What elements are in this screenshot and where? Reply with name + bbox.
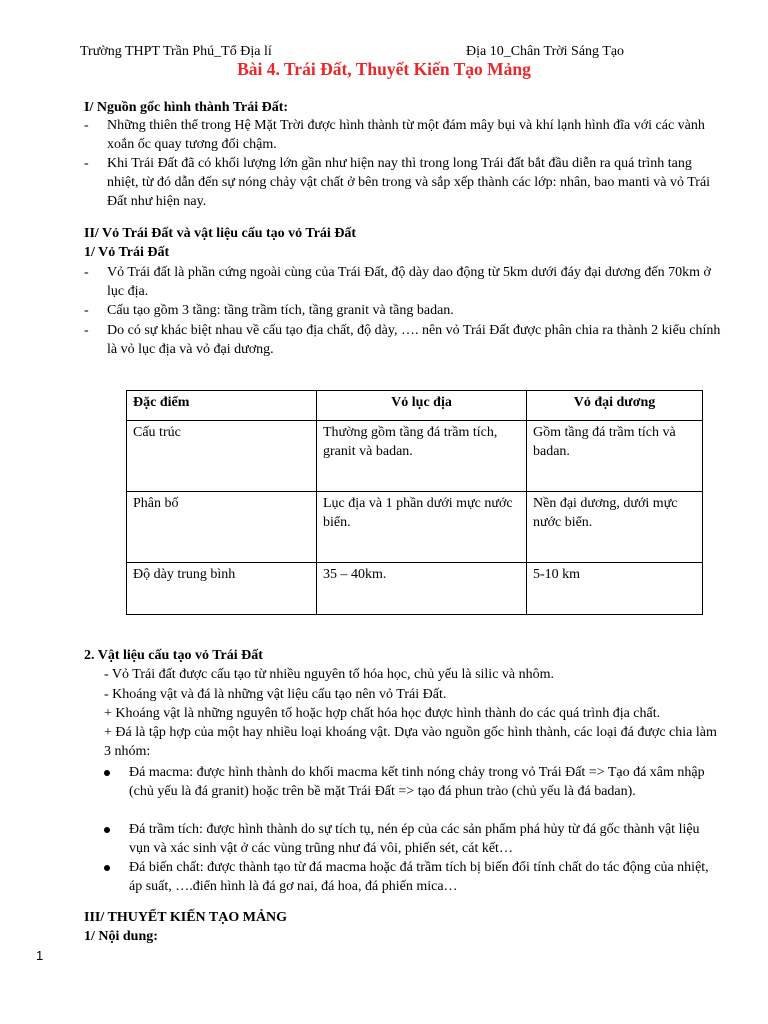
section-3-sub-1: 1/ Nội dung: [84,929,158,944]
dash-bullet-icon: - [84,118,89,133]
section-2-heading: II/ Vỏ Trái Đất và vật liệu cấu tạo vỏ Trái Đất [84,226,357,241]
section-2-sub-2: 2. Vật liệu cấu tạo vỏ Trái Đất [84,648,263,663]
table-cell: Phân bố [127,492,317,563]
section-1-heading: I/ Nguồn gốc hình thành Trái Đất: [84,100,289,115]
list-item: - Những thiên thể trong Hệ Mặt Trời được hình thành từ một đám mây bụi và khí lạnh hình đĩa với các vành xoắn ốc quay tương đối chậm. [84,118,705,152]
list-item: - Khi Trái Đất đã có khối lượng lớn gần như hiện nay thì trong long Trái đất bắt đầu diễn ra quá trình tang nhiệt, từ đó dẫn đến sự nóng chảy vật chất ở bên trong và sắp xếp thành các lớp: nhân, bao manti và vỏ Trái Đất như hiện nay. [84,156,711,209]
paragraph-line: + Khoáng vật là những nguyên tố hoặc hợp chất hóa học được hình thành do các quá trình địa chất. [104,706,661,721]
table-cell: Thường gồm tầng đá trầm tích, granit và badan. [317,421,527,492]
list-item: - Vỏ Trái đất là phần cứng ngoài cùng của Trái Đất, độ dày dao động từ 5km dưới đáy đại dương đến 70km ở lục địa. [84,265,711,299]
header-school: Trường THPT Trần Phú_Tổ Địa lí [80,44,272,59]
paragraph-line: + Đá là tập hợp của một hay nhiều loại khoáng vật. Dựa vào nguồn gốc hình thành, các loại đá được chia làm 3 nhóm: [104,725,717,759]
table-cell: Nền đại dương, dưới mực nước biển. [527,492,703,563]
page-title: Bài 4. Trái Đất, Thuyết Kiến Tạo Mảng [237,59,531,79]
table-cell: Lục địa và 1 phần dưới mực nước biển. [317,492,527,563]
table-header-cell: Đặc điểm [127,391,317,421]
dash-bullet-icon: - [84,323,89,338]
crust-comparison-table [126,390,703,615]
table-header-cell: Vỏ lục địa [317,391,527,421]
list-item: Đá macma: được hình thành do khối macma kết tinh nóng chảy trong vỏ Trái Đất => Tạo đá xâm nhập (chủ yếu là đá granit) hoặc trên bề mặt Trái Đất => tạo đá phun trào (chủ yếu là đá badan). [104,763,724,801]
table-cell: 35 – 40km. [317,563,527,615]
section-2-sub-1: 1/ Vỏ Trái Đất [84,245,170,260]
dash-bullet-icon: - [84,265,89,280]
list-item: Đá biến chất: được thành tạo từ đá macma hoặc đá trầm tích bị biến đổi tính chất do tác động của nhiệt, áp suất, ….điển hình là đá gơ nai, đá hoa, đá phiến mica… [104,858,724,896]
header-course: Địa 10_Chân Trời Sáng Tạo [466,44,625,59]
paragraph-line: - Vỏ Trái đất được cấu tạo từ nhiều nguyên tố hóa học, chủ yếu là silic và nhôm. [104,667,555,682]
table-cell: Độ dày trung bình [127,563,317,615]
bullet-dot-icon [104,865,110,871]
table-header-row [127,391,703,421]
dash-bullet-icon: - [84,303,89,318]
list-item: - Cấu tạo gồm 3 tầng: tầng trầm tích, tầng granit và tầng badan. [84,303,454,318]
table-header-cell: Vỏ đại dương [527,391,703,421]
table-cell: Cấu trúc [127,421,317,492]
table-cell: 5-10 km [527,563,703,615]
dash-bullet-icon: - [84,156,89,171]
bullet-dot-icon [104,827,110,833]
table-cell: Gồm tầng đá trầm tích và badan. [527,421,703,492]
table-row [127,492,703,563]
list-item: - Do có sự khác biệt nhau về cấu tạo địa chất, độ dày, …. nên vỏ Trái Đất được phân chia ra thành 2 kiểu chính là vỏ lục địa và vỏ đại dương. [84,323,721,357]
page-number: 1 [36,948,44,963]
list-item: Đá trầm tích: được hình thành do sự tích tụ, nén ép của các sản phẩm phá hủy từ đá gốc thành vật liệu vụn và xác sinh vật ở các vùng trũng như đá vôi, phiến sét, cát kết… [104,820,724,858]
paragraph-line: - Khoáng vật và đá là những vật liệu cấu tạo nên vỏ Trái Đất. [104,687,447,702]
bullet-dot-icon [104,770,110,776]
table-row [127,421,703,492]
table-row [127,563,703,615]
section-3-heading: III/ THUYẾT KIẾN TẠO MẢNG [84,910,288,925]
